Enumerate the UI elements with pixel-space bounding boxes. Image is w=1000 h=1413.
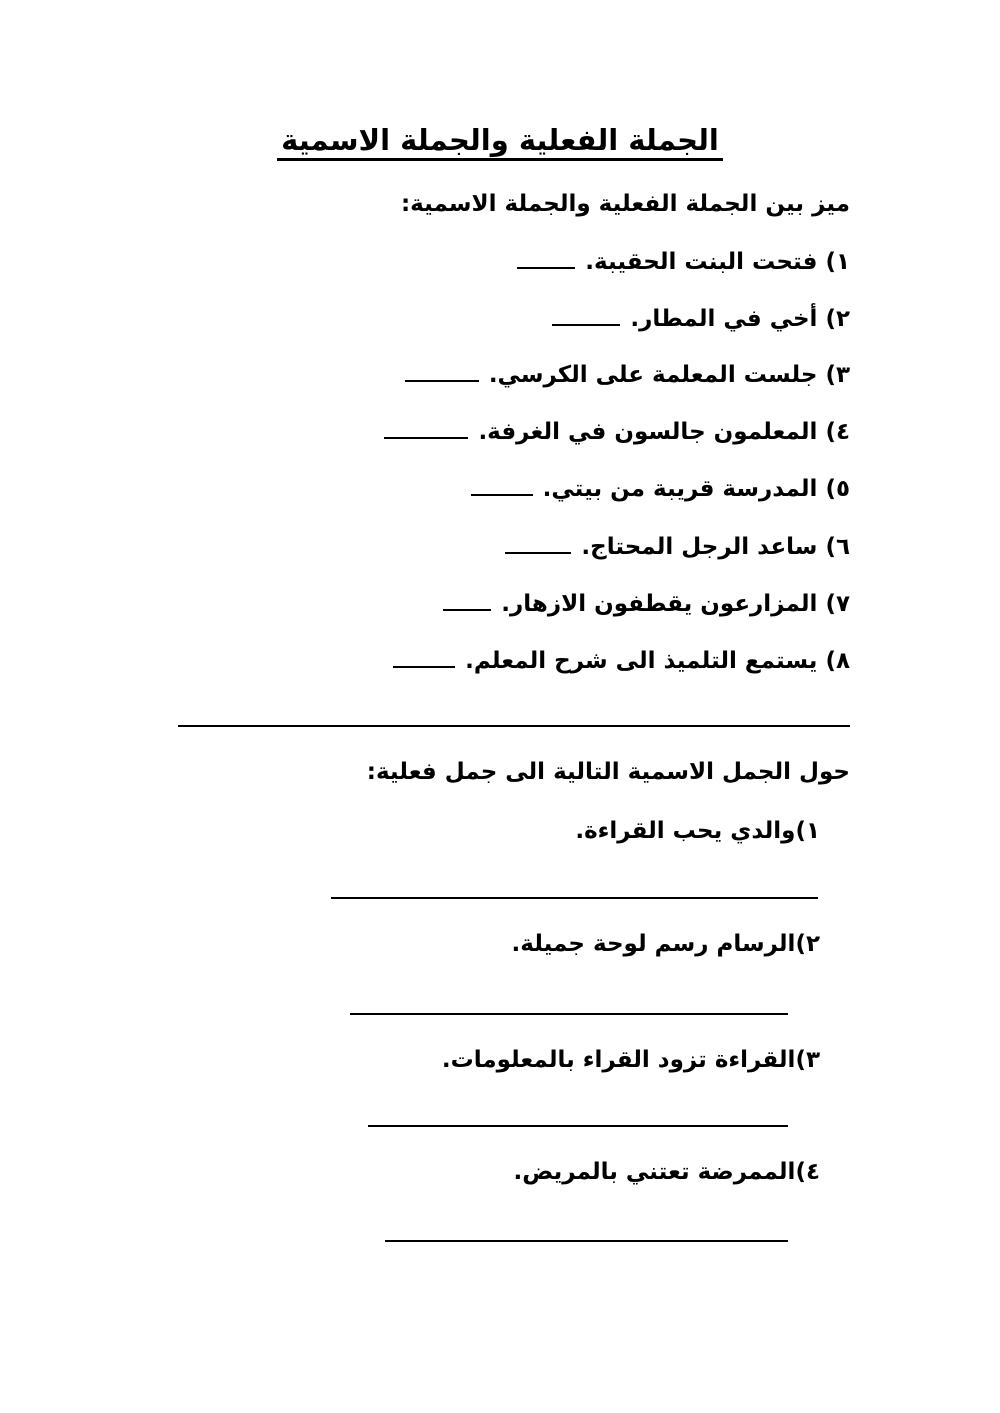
answer-blank[interactable] [405,380,479,382]
answer-blank[interactable] [505,552,571,554]
item-number: ٦) [825,534,850,560]
answer-blank[interactable] [393,666,455,668]
section1-item-5 [471,472,850,506]
section1-item-4 [384,415,850,449]
item-number: ٧) [825,591,850,617]
item-text: يستمع التلميذ الى شرح المعلم. [465,648,818,674]
section2-item-1 [575,814,820,848]
item-text: الممرضة تعتني بالمريض. [513,1159,796,1185]
section-divider [178,725,850,727]
item-text: فتحت البنت الحقيبة. [585,249,818,275]
item-number: ١) [825,249,850,275]
item-number: ٣) [795,1047,820,1073]
answer-blank[interactable] [443,609,491,611]
section2-heading: حول الجمل الاسمية التالية الى جمل فعلية: [366,759,850,785]
item-text: والدي يحب القراءة. [575,818,796,844]
section1-item-2 [552,302,850,336]
item-number: ٢) [825,306,850,332]
section1-item-7 [443,587,850,621]
item-text: المزارعون يقطفون الازهار. [501,591,818,617]
section2-item-2 [512,927,820,961]
item-number: ٥) [825,476,850,502]
answer-line-2[interactable] [350,1013,788,1015]
item-text: المدرسة قريبة من بيتي. [542,476,818,502]
item-text: القراءة تزود القراء بالمعلومات. [441,1047,796,1073]
item-number: ٢) [795,931,820,957]
item-text: الرسام رسم لوحة جميلة. [511,931,796,957]
item-number: ٨) [825,648,850,674]
item-number: ٣) [825,362,850,388]
section1-item-1 [517,245,850,279]
title-text: الجملة الفعلية والجملة الاسمية [277,123,723,161]
item-number: ١) [795,818,820,844]
item-text: ساعد الرجل المحتاج. [581,534,818,560]
answer-line-4[interactable] [385,1240,788,1242]
section1-heading: ميز بين الجملة الفعلية والجملة الاسمية: [400,191,850,217]
item-number: ٤) [795,1159,820,1185]
answer-blank[interactable] [471,494,533,496]
section1-item-3 [405,358,850,392]
answer-blank[interactable] [552,324,620,326]
answer-line-3[interactable] [368,1125,788,1127]
item-text: جلست المعلمة على الكرسي. [488,362,818,388]
item-text: أخي في المطار. [630,306,818,332]
item-text: المعلمون جالسون في الغرفة. [478,419,818,445]
section2-item-3 [442,1043,820,1077]
answer-blank[interactable] [384,437,468,439]
section2-item-4 [514,1155,820,1189]
answer-line-1[interactable] [331,897,818,899]
section1-item-8 [393,644,850,678]
worksheet-title [0,118,1000,162]
answer-blank[interactable] [517,267,575,269]
item-number: ٤) [825,419,850,445]
section1-item-6 [505,530,850,564]
